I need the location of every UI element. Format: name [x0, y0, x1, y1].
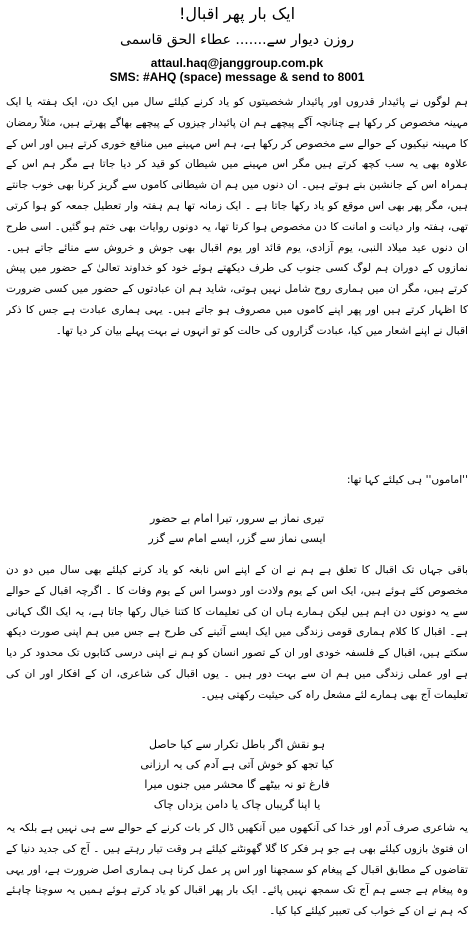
article-paragraph: ہم لوگوں نے پائیدار قدروں اور پائیدار شخصیتوں کو یاد کرنے کیلئے سال میں ایک دن، ایک ہفتہ یا ایک مہینہ مخصوص کر رکھا ہے چنانچہ آگے پیچھے ہم ان پائیدار چیزوں کے پیچھے بھاگے پھرتے ہیں، مثلاً رمضان کا مہینہ نیکیوں کے حوالے سے مخصوص کر رکھا ہے، ہم اس مہینے میں منافع خوری کرتے ہیں اور اس کے علاوہ بھی یہ سب کچھ کرتے ہیں مگر اس مہینے میں شیطان کو قید کر دیا جاتا ہے مگر ہم اس کے ہمراہ اس کے جانشین بنے ہوتے ہیں۔ ان دنوں میں ہم ان شیطانی کاموں سے گریز کرنا بھی خوب جانتے ہیں، مگر پھر بھی اس موقع کو یاد رکھا جاتا ہے ۔ ایک زمانہ تھا ہم ہفتہ وار تعطیل جمعہ کو ہوا کرتی تھی، ہفتہ وار دیانت و امانت کا دن مخصوص ہوا کرتا تھا، یہ دونوں روایات بھی ختم ہو گئیں۔ اسی طرح ان دنوں عید میلاد النبی، یوم آزادی، یوم قائد اور یوم اقبال بھی جوش و خروش سے منائے جاتے ہیں۔ نمازوں کے دوران ہم لوگ کسی جنوب کی طرف دیکھتے ہوئے خود کو خداوند تعالیٰ کے حضور میں پیش کرتے ہیں، مگر ان میں ہماری روح شامل نہیں ہوتی، شاید ہم ان عبادتوں کے حضور میں کسی ضرورت کا اظہار کرتے ہیں اور پھر اپنے کاموں میں مصروف ہو جاتے ہیں۔ یہی ہماری عبادت ہے جس کا ذکر اقبال نے اپنے اشعار میں کیا، عبادت گزاروں کی حالت کو تو انہوں نے بہت پہلے بیان کر دیا تھا۔: [6, 96, 468, 337]
article-title: ایک بار پھر اقبال!: [178, 4, 296, 23]
sms-instructions: SMS: #AHQ (space) message & send to 8001: [109, 70, 365, 84]
article-paragraph: یہ شاعری صرف آدم اور خدا کی آنکھوں میں آنکھیں ڈال کر بات کرنے کے حوالے سے ہی نہیں ہے بلکہ یہ ان فتویٰ بازوں کیلئے بھی ہے جو ہر فکر کا گلا گھونٹنے کیلئے ہر وقت تیار رہتے ہیں ۔ آج کی جدید دنیا کے تقاضوں کے مطابق اقبال کے پیغام کو سمجھنا اور اس پر عمل کرنا ہی ہماری اصل ضرورت ہے، اور یہی وہ پیغام ہے جسے ہم آج تک سمجھ نہیں پائے۔ ایک بار پھر اقبال کو یاد کرتے ہوئے ہمیں یہ سوچنا چاہئے کہ ہم نے ان کے خواب کی تعبیر کیلئے کیا کیا۔: [6, 822, 468, 918]
article-paragraph: ''اماموں'' ہی کیلئے کہا تھا:: [346, 474, 468, 486]
author-email: attaul.haq@janggroup.com.pk: [150, 56, 324, 70]
article-byline: روزن دیوار سے....... عطاء الحق قاسمی: [120, 32, 354, 48]
poetry-verse-line: فارغ تو نہ بیٹھے گا محشر میں جنوں میرا: [144, 778, 330, 791]
poetry-verse-line: تیری نماز بے سرور، تیرا امام بے حضور: [149, 512, 325, 525]
poetry-verse-line: ہو نقش اگر باطل تکرار سے کیا حاصل: [148, 738, 326, 751]
poetry-verse-line: کیا تجھ کو خوش آتی ہے آدم کی یہ ارزانی: [140, 758, 334, 771]
poetry-verse-line: یا اپنا گریباں چاک یا دامن یزداں چاک: [153, 798, 321, 811]
article-paragraph: باقی جہاں تک اقبال کا تعلق ہے ہم نے ان کے اپنے اس نابغہ کو یاد کرنے کیلئے بھی سال میں دو دن مخصوص کئے ہوئے ہیں، ایک اس کے یوم ولادت اور دوسرا اس کے یوم وفات کا ۔ اگرچہ اقبال کے حوالے سے یہ دونوں دن اہم ہیں لیکن ہمارے ہاں ان کی تعلیمات کا کتنا خیال رکھا جاتا ہے، یہ ایک الگ کہانی ہے۔ اقبال کا کلام ہماری قومی زندگی میں ایک ایسے آئینے کی طرح ہے جس میں ہم اپنی صورت دیکھ سکتے ہیں، اقبال کے فلسفہ خودی اور ان کے تصور انسان کو ہم نے اپنی درسی کتابوں تک محدود کر دیا ہے اور عملی زندگی میں ہم ان سے بہت دور ہیں ۔ یوں اقبال کی شاعری، ان کے افکار اور ان کی تعلیمات آج بھی ہمارے لئے مشعل راہ کی حیثیت رکھتی ہیں۔: [6, 564, 468, 701]
poetry-verse-line: ایسی نماز سے گزر، ایسے امام سے گزر: [148, 532, 326, 545]
